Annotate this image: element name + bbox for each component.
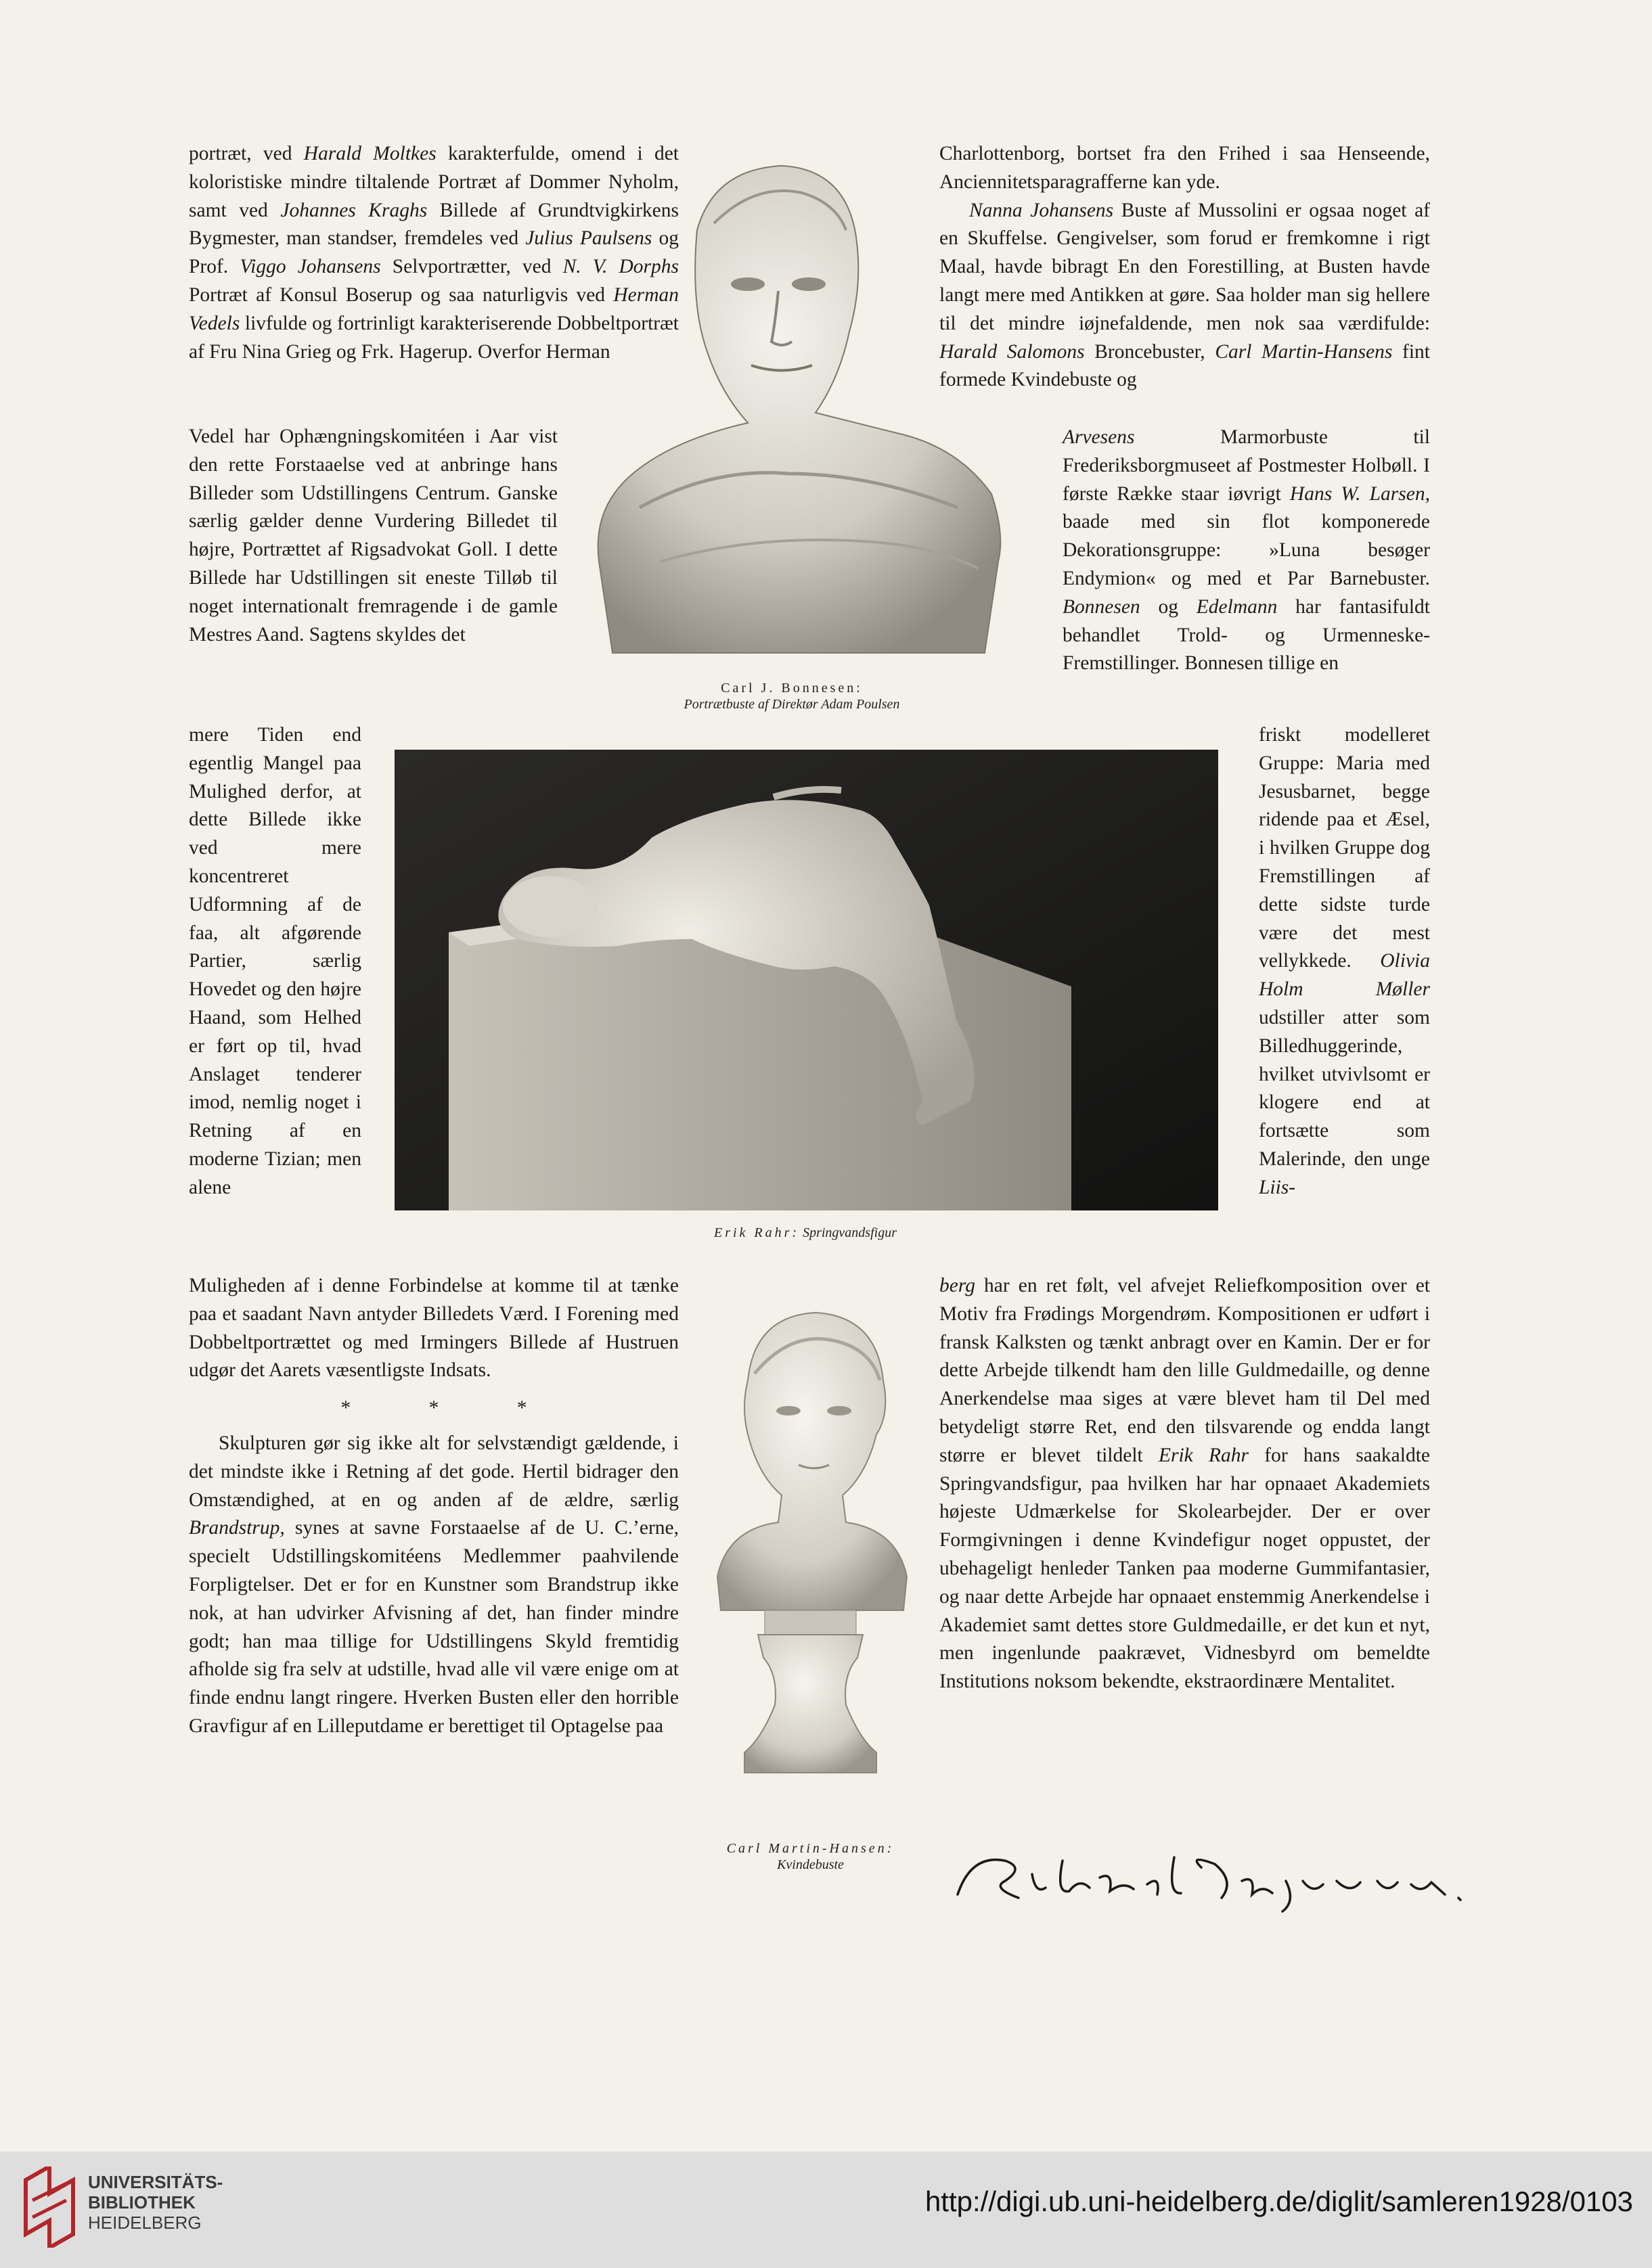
italic-name: Johannes Kraghs — [280, 199, 428, 221]
right-paragraph-2d — [939, 1272, 1430, 1696]
caption-female-bust-artist: Carl Martin-Hansen: — [726, 1841, 895, 1856]
italic-name: Nanna Johansens — [969, 199, 1114, 221]
section-divider-stars: * * * — [340, 1397, 564, 1420]
text-run: Selvportrætter, ved — [380, 256, 563, 278]
library-name — [88, 2172, 223, 2233]
italic-name: Viggo Johansens — [240, 256, 381, 278]
left-paragraph-1b: Vedel har Ophængningskomitéen i Aar vist den rette Forstaaelse ved at anbringe hans Billeder som Udstillingens Centrum. Ganske særlig gælder denne Vurdering Billedet til højre, Portrættet af Rigsadvokat Goll. I dette Billede har Udstillingen sit eneste Tilløb til noget internationalt fremragende i de gamle Mestres Aand. Sagtens skyldes det — [189, 426, 558, 645]
italic-name: Harald Moltkes — [303, 143, 437, 164]
text-run: livfulde og fortrinligt karakteriserende Dobbeltportræt af Fru Nina Grieg og Frk. Hagerup. Overfor Herman — [189, 312, 679, 363]
text-run: fint formede Kvindebuste og — [939, 340, 1431, 391]
author-signature — [944, 1840, 1472, 1918]
text-run: og — [1140, 595, 1197, 618]
text-run: Broncebuster, — [1084, 340, 1215, 363]
italic-name: Edelmann — [1196, 595, 1278, 618]
italic-name: Bonnesen — [1063, 595, 1140, 618]
italic-name: N. V. Dorphs — [562, 256, 679, 278]
caption-female-bust-title: Kvindebuste — [777, 1857, 844, 1872]
left-paragraph-2 — [189, 1430, 679, 1741]
italic-name: berg — [939, 1275, 975, 1296]
right-paragraph-2a — [939, 197, 1430, 395]
text-run: Buste af Mussolini er ogsaa noget af en Skuffelse. Gengivelser, som forud er fremkomne i rigt Maal, havde bibragt En den Forestilling, at Busten havde langt mere med Antikken at gøre. Saa holder man sig hellere til det mindre iøjnefaldende, men nok saa værdifulde: — [939, 199, 1430, 334]
text-run: Portræt af Konsul Boserup og saa naturligvis ved — [189, 284, 614, 306]
right-text-beside-figure — [1259, 721, 1430, 1202]
library-name-line-1: UNIVERSITÄTS- — [88, 2172, 223, 2192]
text-run: Billede af Grundtvigkirkens Bygmester, man standser, fremdeles ved — [189, 199, 679, 250]
right-text-beside-bust — [1063, 424, 1430, 678]
left-paragraph-1d: Muligheden af i denne Forbindelse at komme til at tænke paa et saadant Navn antyder Billedets Værd. I Forening med Dobbeltportrættet og med Irmingers Billede af Hustruen udgør det Aarets væsentligste Indsats. — [189, 1275, 679, 1382]
text-run: friskt modelleret Gruppe: Maria med Jesusbarnet, begge ridende paa et Æsel, i hvilken Gruppe dog Fremstillingen af dette sidste turde være det mest vellykkede. — [1259, 724, 1430, 972]
caption-reclining-figure-title: Springvandsfigur — [803, 1225, 897, 1240]
text-run: Marmorbuste til Frederiksborgmuseet af Postmester Holbøll. I første Række staar iøvrigt — [1063, 426, 1430, 505]
male-bust-photo — [579, 156, 1005, 670]
reclining-figure-photo — [395, 750, 1218, 1210]
text-run: baade med sin flot komponerede Dekorationsgruppe: »Luna besøger Endymion« og med et Par Barnebuster. — [1063, 511, 1430, 589]
right-paragraph-2c — [1259, 721, 1430, 1202]
italic-name: Erik Rahr — [1158, 1444, 1249, 1466]
text-run: og Prof. — [189, 227, 679, 278]
italic-name: Olivia Holm Møller — [1259, 950, 1430, 1001]
italic-name: Carl Martin-Hansens — [1215, 340, 1393, 363]
left-text-beside-figure — [189, 721, 361, 1202]
text-run: karakterfulde, omend i det koloristiske mindre tiltalende Portræt af Dommer Nyholm, samt ved — [189, 143, 679, 221]
caption-female-bust — [690, 1840, 931, 1873]
text-run: synes at savne Forstaaelse af de U. C.’erne, specielt Udstillingskomitéens Medlemmer paahvilende Forpligtelser. Det er for en Kunstner som Brandstrup ikke nok, at han udvirker Afvisning af det, han finder mindre godt; han maa tillige for Udstillingens Skyld fremtidig afholde sig fra selv at udstille, hvad alle vil være enige om at finde endnu langt ringere. Hverken Busten eller den horrible Gravfigur af en Lilleputdame er berettiget til Optagelse paa — [189, 1517, 679, 1737]
italic-name: Herman Vedels — [189, 284, 679, 334]
left-paragraph-1c: mere Tiden end egentlig Mangel paa Mulighed derfor, at dette Billede ikke ved mere koncentreret Udformning af de faa, alt afgørende Partier, særlig Hovedet og den højre Haand, som Helhed er ført op til, hvad Anslaget tenderer imod, nemlig noget i Retning af en moderne Tizian; men alene — [189, 724, 361, 1198]
text-run: har en ret følt, vel afvejet Reliefkomposition over et Motiv fra Frødings Morgendrøm. Kompositionen er udført i fransk Kalksten og tænkt anbragt over en Kamin. Der er for dette Arbejde tilkendt ham den lille Guldmedaille, og denne Anerkendelse maa siges at være blevet ham til Del med betydeligt større Ret, end den tilsvarende og endda langt større er blevet tildelt — [939, 1275, 1430, 1466]
library-logo-icon — [19, 2167, 80, 2251]
italic-name: Arvesens — [1063, 426, 1135, 448]
library-name-line-3: HEIDELBERG — [88, 2213, 202, 2233]
italic-name: Brandstrup, — [189, 1517, 285, 1539]
italic-name: Harald Salomons — [939, 340, 1085, 363]
caption-reclining-figure-artist: Erik Rahr: — [714, 1225, 800, 1240]
right-paragraph-1: Charlottenborg, bortset fra den Frihed i saa Henseende, Anciennitetsparagrafferne kan yde. — [939, 143, 1430, 193]
library-name-line-2: BIBLIOTHEK — [88, 2192, 196, 2213]
text-run: udstiller atter som Billedhuggerinde, hvilket utvivlsomt er klogere end at fortsætte som Malerinde, den unge — [1259, 1006, 1430, 1170]
right-paragraph-2b — [1063, 424, 1430, 678]
text-run: Skulpturen gør sig ikke alt for selvstændigt gældende, i det mindste ikke i Retning af det gode. Hertil bidrager den Omstændighed, at en og anden af de ældre, særlig — [189, 1432, 679, 1511]
right-column — [939, 140, 1430, 394]
footer-bar — [0, 2152, 1652, 2268]
caption-male-bust — [609, 680, 975, 712]
text-run: har fantasifuldt behandlet Trold- og Urmenneske-Fremstillinger. Bonnesen tillige en — [1063, 595, 1430, 675]
source-url[interactable]: http://digi.ub.uni-heidelberg.de/diglit/samleren1928/0103 — [924, 2185, 1633, 2217]
left-text-lower — [189, 1272, 679, 1741]
caption-male-bust-artist: Carl J. Bonnesen: — [721, 681, 863, 696]
right-text-lower — [939, 1272, 1430, 1696]
caption-male-bust-title: Portrætbuste af Direktør Adam Poulsen — [684, 697, 900, 712]
caption-reclining-figure — [596, 1225, 1015, 1241]
female-bust-photo — [707, 1306, 914, 1820]
italic-name: Liis- — [1259, 1176, 1296, 1198]
left-text-beside-bust — [189, 423, 558, 649]
italic-name: Hans W. Larsen, — [1289, 482, 1430, 505]
italic-name: Julius Paulsens — [525, 227, 652, 250]
text-run: for hans saakaldte Springvandsfigur, paa hvilken har har opnaaet Akademiets højeste Udmærkelse for Skolearbejder. Der er over Formgivningen i denne Kvindefigur noget oppustet, der ubehageligt henleder Tanken paa moderne Gummifantasier, og naar dette Arbejde har opnaaet enstemmig Anerkendelse i Akademiet samt dettes store Guldmedaille, er det kun et nyt, men ingenlunde paakrævet, Vidnesbyrd om bemeldte Institutions noksom bekendte, ekstraordinære Mentalitet. — [939, 1444, 1430, 1693]
text-run: portræt, ved — [189, 143, 304, 164]
